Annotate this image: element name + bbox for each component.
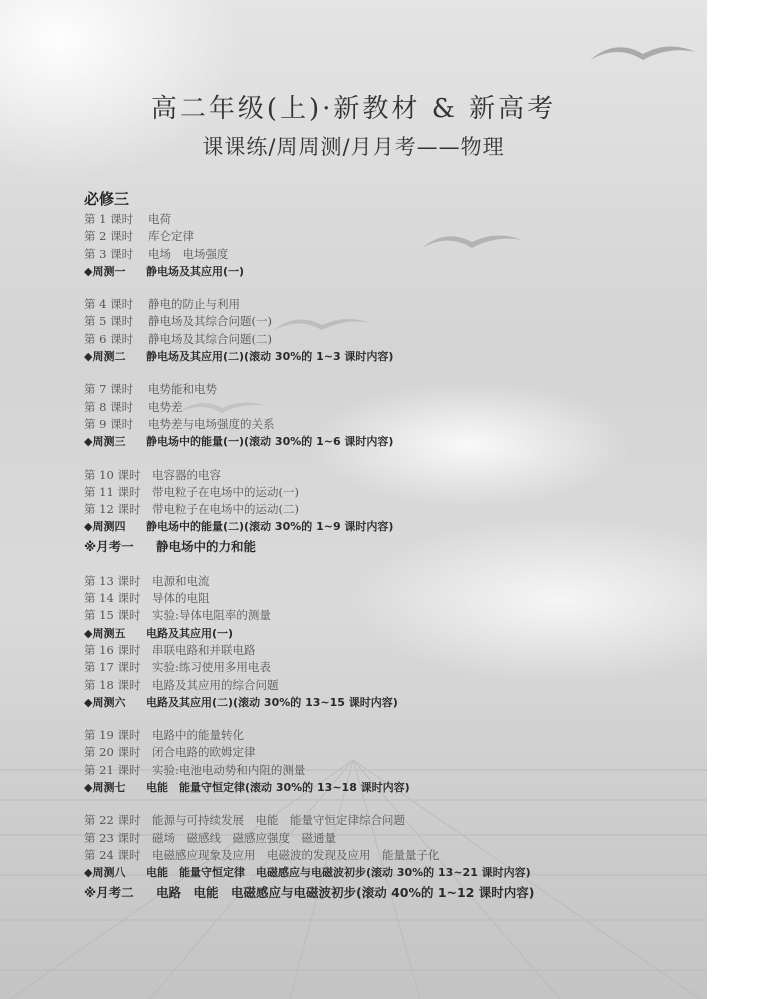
toc-groups (84, 211, 694, 903)
lesson-entry (84, 830, 694, 847)
book-header (0, 92, 707, 162)
toc-group (84, 381, 694, 450)
lesson-title: 电势能和电势 (148, 382, 217, 397)
lesson-entry (84, 642, 694, 659)
lesson-title: 电路及其应用的综合问题 (152, 677, 279, 692)
test-label: ◆周测六 (84, 695, 126, 709)
toc-group (84, 573, 694, 711)
lesson-title: 电场 电场强度 (148, 246, 229, 261)
book-subtitle: 课课练/周周测/月月考——物理 (202, 135, 505, 159)
lesson-title: 实验:导体电阻率的测量 (152, 608, 271, 623)
weekly-test-entry (84, 864, 694, 881)
lesson-title: 电势差与电场强度的关系 (148, 416, 275, 431)
lesson-entry (84, 381, 694, 398)
test-label: ◆周测八 (84, 866, 126, 880)
lesson-entry (84, 590, 694, 607)
lesson-title: 电势差 (148, 399, 183, 414)
monthly-exam-entry (84, 536, 694, 557)
page-margin (707, 0, 765, 999)
weekly-test-entry (84, 518, 694, 535)
lesson-number: 第 6 课时 (84, 331, 134, 346)
lesson-number: 第 9 课时 (84, 416, 134, 431)
lesson-entry (84, 573, 694, 590)
lesson-number: 第 5 课时 (84, 314, 134, 329)
lesson-entry (84, 727, 694, 744)
lesson-number: 第 22 课时 (84, 813, 141, 828)
lesson-number: 第 15 课时 (84, 608, 141, 623)
test-label: ◆周测一 (84, 264, 126, 278)
section-title: 必修三 (84, 190, 130, 208)
weekly-test-entry (84, 779, 694, 796)
lesson-title: 闭合电路的欧姆定律 (152, 745, 256, 760)
weekly-test-entry (84, 348, 694, 365)
lesson-title: 能源与可持续发展 电能 能量守恒定律综合问题 (152, 813, 405, 828)
lesson-entry (84, 313, 694, 330)
test-title: 静电场中的能量(一)(滚动 30%的 1~6 课时内容) (146, 435, 394, 449)
test-title: 静电场及其应用(一) (146, 264, 245, 278)
toc-group (84, 727, 694, 796)
lesson-entry (84, 677, 694, 694)
lesson-entry (84, 607, 694, 624)
seagull-icon (588, 38, 698, 66)
weekly-test-entry (84, 625, 694, 642)
lesson-entry (84, 467, 694, 484)
lesson-entry (84, 228, 694, 245)
lesson-number: 第 21 课时 (84, 762, 141, 777)
lesson-number: 第 23 课时 (84, 830, 141, 845)
lesson-entry (84, 331, 694, 348)
lesson-entry (84, 211, 694, 228)
lesson-title: 串联电路和并联电路 (152, 642, 256, 657)
test-title: 电能 能量守恒定律(滚动 30%的 13~18 课时内容) (146, 781, 410, 795)
toc-group (84, 467, 694, 557)
lesson-number: 第 3 课时 (84, 246, 134, 261)
lesson-number: 第 24 课时 (84, 847, 141, 862)
lesson-title: 实验:练习使用多用电表 (152, 660, 271, 675)
lesson-title: 电荷 (148, 212, 171, 226)
lesson-title: 库仑定律 (148, 229, 194, 244)
lesson-title: 电路中的能量转化 (152, 728, 244, 743)
weekly-test-entry (84, 433, 694, 450)
test-label: ※月考二 (84, 884, 134, 900)
lesson-title: 带电粒子在电场中的运动(二) (152, 502, 299, 517)
lesson-entry (84, 847, 694, 864)
lesson-entry (84, 484, 694, 501)
lesson-number: 第 2 课时 (84, 229, 134, 244)
lesson-entry (84, 246, 694, 263)
test-label: ◆周测四 (84, 520, 126, 534)
lesson-number: 第 16 课时 (84, 642, 141, 657)
table-of-contents (84, 189, 694, 919)
lesson-number: 第 1 课时 (84, 212, 134, 226)
test-label: ◆周测二 (84, 350, 126, 364)
toc-group (84, 211, 694, 280)
test-label: ◆周测五 (84, 626, 126, 640)
lesson-entry (84, 812, 694, 829)
test-title: 静电场中的力和能 (156, 538, 257, 554)
lesson-title: 电容器的电容 (152, 467, 221, 482)
lesson-entry (84, 416, 694, 433)
weekly-test-entry (84, 263, 694, 280)
test-title: 电路及其应用(二)(滚动 30%的 13~15 课时内容) (146, 695, 398, 709)
test-title: 电能 能量守恒定律 电磁感应与电磁波初步(滚动 30%的 13~21 课时内容) (146, 866, 531, 880)
lesson-title: 磁场 磁感线 磁感应强度 磁通量 (152, 830, 336, 845)
lesson-entry (84, 762, 694, 779)
lesson-title: 电源和电流 (152, 573, 210, 588)
lesson-number: 第 18 课时 (84, 677, 141, 692)
test-title: 静电场及其应用(二)(滚动 30%的 1~3 课时内容) (146, 350, 394, 364)
lesson-entry (84, 501, 694, 518)
lesson-number: 第 17 课时 (84, 660, 141, 675)
lesson-title: 实验:电池电动势和内阻的测量 (152, 762, 306, 777)
test-label: ◆周测三 (84, 435, 126, 449)
lesson-number: 第 13 课时 (84, 573, 141, 588)
test-title: 电路 电能 电磁感应与电磁波初步(滚动 40%的 1~12 课时内容) (156, 884, 535, 900)
lesson-number: 第 4 课时 (84, 297, 134, 312)
lesson-number: 第 8 课时 (84, 399, 134, 414)
lesson-title: 静电的防止与利用 (148, 297, 240, 312)
lesson-number: 第 19 课时 (84, 728, 141, 743)
lesson-number: 第 20 课时 (84, 745, 141, 760)
test-title: 电路及其应用(一) (146, 626, 234, 640)
lesson-number: 第 11 课时 (84, 484, 141, 499)
lesson-title: 静电场及其综合问题(二) (148, 331, 272, 346)
lesson-entry (84, 659, 694, 676)
lesson-number: 第 14 课时 (84, 591, 141, 606)
lesson-title: 电磁感应现象及应用 电磁波的发现及应用 能量量子化 (152, 847, 440, 862)
lesson-title: 带电粒子在电场中的运动(一) (152, 484, 299, 499)
lesson-entry (84, 296, 694, 313)
lesson-entry (84, 744, 694, 761)
toc-group (84, 296, 694, 365)
toc-group (84, 812, 694, 902)
test-label: ※月考一 (84, 538, 134, 554)
monthly-exam-entry (84, 882, 694, 903)
test-label: ◆周测七 (84, 781, 126, 795)
lesson-number: 第 10 课时 (84, 467, 141, 482)
book-title: 高二年级(上)·新教材 & 新高考 (150, 94, 557, 124)
lesson-number: 第 12 课时 (84, 502, 141, 517)
lesson-entry (84, 399, 694, 416)
weekly-test-entry (84, 694, 694, 711)
lesson-title: 静电场及其综合问题(一) (148, 314, 272, 329)
lesson-title: 导体的电阻 (152, 591, 210, 606)
test-title: 静电场中的能量(二)(滚动 30%的 1~9 课时内容) (146, 520, 394, 534)
lesson-number: 第 7 课时 (84, 382, 134, 397)
